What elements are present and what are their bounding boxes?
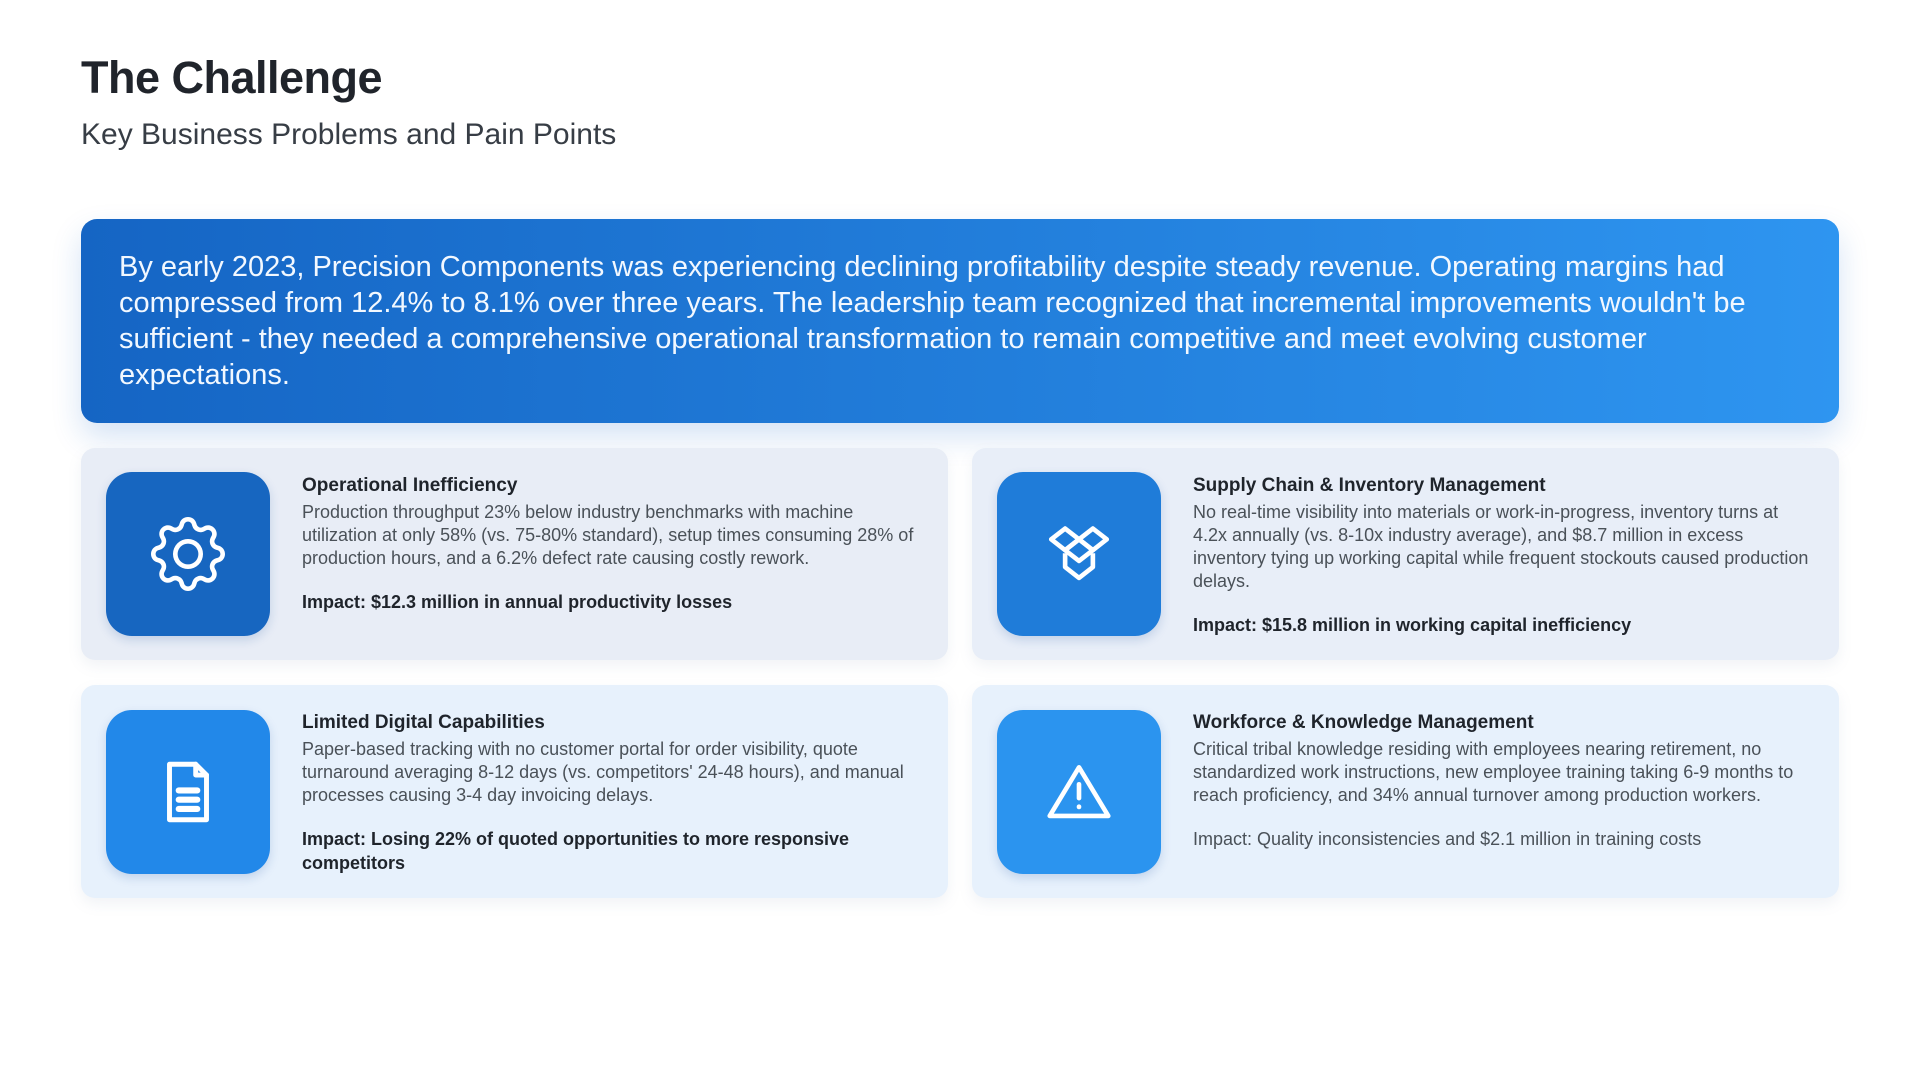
card-title: Operational Inefficiency <box>302 475 518 497</box>
card-impact: Impact: Quality inconsistencies and $2.1 million in training costs <box>1193 829 1702 850</box>
card-text <box>302 708 923 875</box>
card-body: No real-time visibility into materials or work-in-progress, inventory turns at 4.2x annually (vs. 8-10x industry average), and $8.7 million in excess inventory tying up working capital while frequent stockouts caused production delays. <box>1193 502 1809 592</box>
card-text <box>1193 708 1814 851</box>
document-icon <box>151 755 225 829</box>
intro-banner-text: By early 2023, Precision Components was experiencing declining profitability despite steady revenue. Operating margins had compressed from 12.4% to 8.1% over three years. The leadership team recognized that incremental improvements wouldn't be sufficient - they needed a comprehensive operational transformation to remain competitive and meet evolving customer expectations. <box>119 251 1746 392</box>
warning-triangle-icon <box>1042 755 1116 829</box>
warning-triangle-icon-tile <box>997 710 1161 874</box>
document-icon-tile <box>106 710 270 874</box>
page-title: The Challenge <box>81 52 383 103</box>
card-impact: Impact: Losing 22% of quoted opportunities to more responsive competitors <box>302 829 850 874</box>
card-impact: Impact: $12.3 million in annual productivity losses <box>302 592 733 613</box>
card-title: Limited Digital Capabilities <box>302 712 545 734</box>
card-body: Critical tribal knowledge residing with employees nearing retirement, no standardized work instructions, new employee training taking 6-9 months to reach proficiency, and 34% annual turnover among production workers. <box>1193 739 1794 806</box>
intro-banner <box>81 219 1839 423</box>
card-workforce-knowledge <box>972 685 1839 898</box>
gear-icon-tile <box>106 472 270 636</box>
card-operational-inefficiency <box>81 448 948 660</box>
card-text <box>302 471 923 614</box>
card-supply-chain <box>972 448 1839 660</box>
open-box-icon-tile <box>997 472 1161 636</box>
challenge-grid <box>81 448 1839 898</box>
card-digital-capabilities <box>81 685 948 898</box>
page-subtitle: Key Business Problems and Pain Points <box>81 117 617 151</box>
card-body: Production throughput 23% below industry benchmarks with machine utilization at only 58% (vs. 75-80% standard), setup times consuming 28% of production hours, and a 6.2% defect rate causing costly rework. <box>302 502 914 569</box>
card-title: Workforce & Knowledge Management <box>1193 712 1534 734</box>
card-text <box>1193 471 1814 637</box>
card-title: Supply Chain & Inventory Management <box>1193 475 1546 497</box>
gear-icon <box>151 517 225 591</box>
open-box-icon <box>1042 517 1116 591</box>
card-impact: Impact: $15.8 million in working capital inefficiency <box>1193 615 1632 636</box>
card-body: Paper-based tracking with no customer portal for order visibility, quote turnaround averaging 8-12 days (vs. competitors' 24-48 hours), and manual processes causing 3-4 day invoicing delays. <box>302 739 904 806</box>
